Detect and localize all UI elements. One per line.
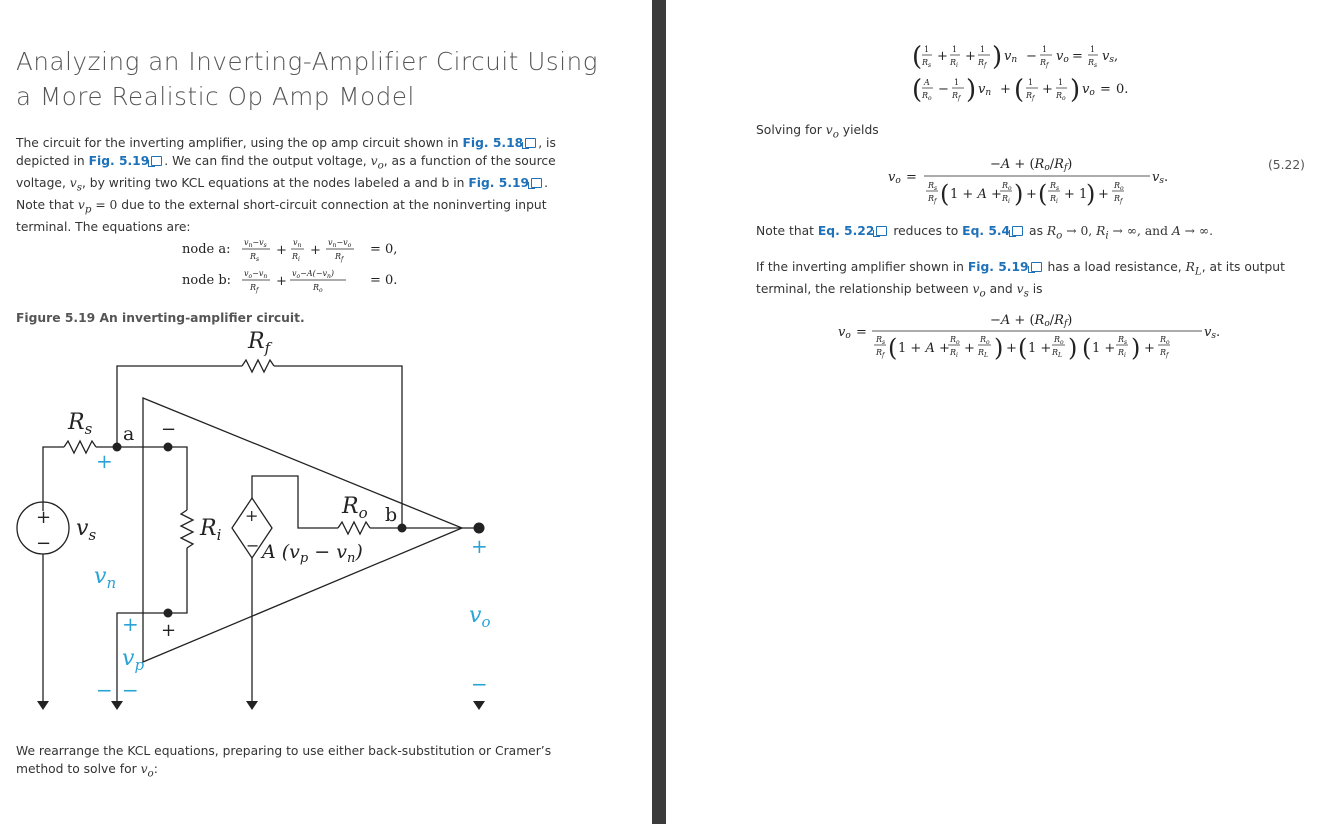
svg-text:Ro: $R_o$	[342, 494, 368, 522]
svg-text:(: (	[1014, 75, 1025, 105]
svg-text:=: =	[1100, 82, 1111, 97]
svg-text:Rf: $R_f$	[928, 194, 937, 205]
svg-text:): )	[1070, 75, 1081, 105]
svg-text:Ro: $R_o$	[313, 283, 323, 294]
external-link-icon	[525, 138, 536, 148]
svg-text:+: +	[161, 620, 177, 641]
svg-text:(: (	[1082, 334, 1092, 362]
external-link-icon	[1012, 226, 1023, 236]
ri-resistor	[181, 510, 193, 548]
svg-text:vo−vn: $v_o-v_n$	[244, 269, 268, 280]
rf-resistor	[242, 360, 274, 372]
svg-text:Rf: $R_f$	[876, 348, 885, 359]
svg-text:Rs: $R_s$	[1050, 181, 1060, 192]
svg-text:vo: vo	[1082, 82, 1095, 98]
svg-text:+: +	[245, 506, 259, 525]
load-paragraph: If the inverting amplifier shown in Fig. 5.19 has a load resistance, $R_L$, at its output terminal, the relationship between $v_o$ and $v_s$ is	[756, 260, 1285, 300]
eq-5-22-link[interactable]: Eq. 5.22	[818, 224, 890, 238]
svg-text:): )	[1014, 180, 1024, 208]
svg-text:Rs: $R_s$	[928, 181, 938, 192]
rearrange-paragraph: We rearrange the KCL equations, preparing to use either back-substitution or Cramer’s method to solve for $v_o$:	[16, 744, 552, 780]
svg-text:vs.: vs.	[1152, 170, 1169, 186]
svg-text:1: 1	[952, 45, 958, 54]
svg-text:+: +	[276, 243, 287, 258]
svg-text:Rf: $R_f$	[952, 91, 961, 102]
svg-text:): )	[1086, 180, 1096, 208]
node-b-label: node b:	[182, 273, 232, 288]
svg-text:Ri: $R_i$	[1118, 348, 1126, 359]
svg-text:1: 1	[1090, 45, 1096, 54]
page-divider	[652, 0, 666, 824]
ro-resistor	[338, 522, 370, 534]
svg-text:(: (	[1018, 334, 1028, 362]
svg-text:+: +	[1098, 187, 1109, 202]
svg-text:Ro: $R_o$	[1160, 335, 1170, 346]
svg-text:vs.: vs.	[1204, 325, 1221, 341]
svg-text:0.: 0.	[1116, 82, 1129, 97]
svg-text:+: +	[1144, 341, 1155, 356]
svg-text:vo: vo	[838, 325, 851, 341]
svg-text:1: 1	[1028, 78, 1034, 87]
section-heading: Analyzing an Inverting-Amplifier Circuit Using a More Realistic Op Amp Model	[16, 47, 599, 111]
svg-text:vn: $v_n$	[94, 564, 117, 592]
inverting-amplifier-circuit	[0, 325, 652, 720]
kcl-equations	[180, 236, 420, 296]
load-equation	[838, 306, 1228, 366]
svg-text:1 +: 1 +	[1092, 341, 1116, 356]
svg-text:Rf: $R_f$	[1114, 194, 1123, 205]
svg-text:−: −	[122, 678, 139, 702]
rearranged-equations	[912, 40, 1152, 106]
rs-resistor	[64, 441, 96, 453]
svg-text:a: a	[123, 423, 135, 445]
external-link-icon	[1031, 262, 1042, 272]
svg-text:Ri: $R_i$	[1002, 194, 1010, 205]
svg-text:1: 1	[954, 78, 960, 87]
svg-text:Rs: $R_s$	[250, 252, 260, 263]
svg-text:Ri: $R_i$	[950, 348, 958, 359]
svg-text:): )	[1131, 334, 1141, 362]
svg-text:+: +	[276, 274, 287, 289]
figure-caption: Figure 5.19 An inverting-amplifier circuit.	[16, 311, 305, 325]
fig-5-19-link-2[interactable]: Fig. 5.19	[468, 176, 544, 190]
external-link-icon	[531, 178, 542, 188]
svg-text:Rs: $R_s$	[922, 58, 932, 69]
svg-text:+: +	[310, 243, 321, 258]
op-amp-triangle	[143, 398, 462, 662]
svg-text:Ri: $R_i$	[200, 516, 222, 544]
svg-text:+: +	[1042, 82, 1053, 97]
left-page	[0, 0, 652, 824]
svg-text:=: =	[1072, 49, 1083, 64]
svg-text:vs: $v_s$	[76, 516, 97, 544]
svg-text:+: +	[965, 49, 976, 64]
svg-text:1: 1	[924, 45, 930, 54]
svg-text:): )	[966, 75, 977, 105]
svg-text:1 + A +: 1 + A +	[898, 341, 950, 356]
equation-5-22	[888, 148, 1178, 208]
svg-text:−: −	[471, 672, 488, 696]
svg-text:Rf: $R_f$	[335, 252, 344, 263]
external-link-icon	[876, 226, 887, 236]
svg-text:Ri: $R_i$	[292, 252, 300, 263]
svg-text:Ro: $R_o$	[1114, 181, 1124, 192]
svg-text:=: =	[856, 325, 867, 340]
fig-5-19-link[interactable]: Fig. 5.19	[89, 154, 165, 168]
svg-text:Rf: $R_f$	[978, 58, 987, 69]
svg-text:+: +	[36, 507, 52, 528]
svg-text:(: (	[940, 180, 950, 208]
svg-text:A (vp − vn): A $(v_p - v_n)$	[262, 541, 363, 566]
svg-text:+: +	[122, 612, 139, 636]
equation-number: (5.22)	[1268, 158, 1305, 172]
node-a-rhs: = 0,	[370, 242, 398, 257]
svg-text:Ro: $R_o$	[980, 335, 990, 346]
svg-text:−: −	[96, 678, 113, 702]
svg-text:(: (	[912, 75, 923, 105]
node-b-rhs: = 0.	[370, 273, 398, 288]
svg-text:(: (	[888, 334, 898, 362]
svg-text:+: +	[937, 49, 948, 64]
svg-text:1: 1	[980, 45, 986, 54]
svg-text:+: +	[1000, 82, 1011, 97]
svg-text:vo: vo	[888, 170, 901, 186]
svg-text:1: 1	[1042, 45, 1048, 54]
fig-5-18-link[interactable]: Fig. 5.18	[463, 136, 539, 150]
svg-text:RL: $R_L$	[978, 348, 989, 359]
svg-text:(: (	[912, 42, 923, 72]
svg-text:Rs: $R_s$	[876, 335, 886, 346]
svg-text:vn−vs: $v_n-v_s$	[244, 238, 267, 249]
svg-text:Ri: $R_i$	[950, 58, 958, 69]
svg-text:+: +	[96, 449, 113, 473]
svg-text:Rf: $R_f$	[250, 283, 259, 294]
svg-text:Rs: $R_s$	[1088, 58, 1098, 69]
svg-text:vn: $v_n$	[293, 238, 302, 249]
svg-text:−: −	[161, 419, 177, 440]
svg-text:): )	[1068, 334, 1078, 362]
svg-text:Ro: $R_o$	[950, 335, 960, 346]
svg-text:+ 1: + 1	[1064, 187, 1088, 202]
svg-text:Ro: $R_o$	[1002, 181, 1012, 192]
fig-5-19-link-3[interactable]: Fig. 5.19	[968, 260, 1044, 274]
svg-text:Rf: $R_f$	[1040, 58, 1049, 69]
intro-paragraph: The circuit for the inverting amplifier, using the op amp circuit shown in Fig. 5.18 , is depicted in Fig. 5.19 . We can find the output voltage, $v_o$, as a function of the source voltage, $v_s$, by writing two KCL equations at the nodes labeled a and b in Fig. 5.19 . Note that $v_p = 0$ due to the external short-circuit connection at the noninverting input terminal. The equations are:	[16, 136, 556, 234]
svg-text:RL: $R_L$	[1052, 348, 1063, 359]
svg-text:−: −	[938, 82, 949, 97]
svg-text:+: +	[964, 341, 975, 356]
svg-text:): )	[994, 334, 1004, 362]
svg-text:Ro: $R_o$	[1056, 91, 1066, 102]
svg-text:Ro: $R_o$	[1054, 335, 1064, 346]
svg-text:1: 1	[1058, 78, 1064, 87]
svg-text:vn: vn	[978, 82, 992, 98]
svg-text:=: =	[906, 170, 917, 185]
svg-text:−A + (Ro/Rf): −A + (Ro/Rf)	[990, 313, 1073, 329]
svg-text:Rf: $R_f$	[1160, 348, 1169, 359]
svg-text:1 + A +: 1 + A +	[950, 187, 1002, 202]
svg-text:Rf: $R_f$	[1026, 91, 1035, 102]
svg-text:): )	[992, 42, 1003, 72]
note-paragraph: Note that Eq. 5.22 reduces to Eq. 5.4 as $R_o \to 0$, $R_i$ → ∞, and A → ∞.	[756, 224, 1214, 242]
svg-text:Rs: $R_s$	[1118, 335, 1128, 346]
external-link-icon	[151, 156, 162, 166]
eq-5-4-link[interactable]: Eq. 5.4	[962, 224, 1025, 238]
svg-text:+: +	[471, 534, 488, 558]
svg-text:vn: vn	[1004, 49, 1018, 65]
svg-text:1 +: 1 +	[1028, 341, 1052, 356]
svg-text:vn−vo: $v_n-v_o$	[328, 238, 352, 249]
svg-text:−A + (Ro/Rf): −A + (Ro/Rf)	[990, 157, 1073, 173]
svg-text:(: (	[1038, 180, 1048, 208]
svg-text:Rf: $R_f$	[248, 329, 271, 357]
node-a-label: node a:	[182, 242, 231, 257]
svg-text:−: −	[246, 536, 260, 555]
svg-text:vo: vo	[1056, 49, 1069, 65]
svg-text:Ro: $R_o$	[922, 91, 932, 102]
svg-text:vs,: vs,	[1102, 49, 1119, 65]
svg-text:−: −	[36, 533, 52, 554]
solving-text: Solving for $v_o$ yields	[756, 123, 879, 141]
svg-text:−: −	[1026, 49, 1037, 64]
svg-text:vo: $v_o$	[469, 603, 491, 631]
svg-text:Rs: $R_s$	[68, 410, 93, 438]
svg-text:+: +	[1026, 187, 1037, 202]
svg-text:Ri: $R_i$	[1050, 194, 1058, 205]
svg-text:vp: $v_p$	[122, 646, 145, 674]
svg-text:vo−A(−vn): $v_o-A(-v_n)$	[292, 269, 334, 280]
svg-text:A: A	[924, 78, 930, 87]
svg-text:b: b	[385, 504, 398, 526]
svg-text:+: +	[1006, 341, 1017, 356]
